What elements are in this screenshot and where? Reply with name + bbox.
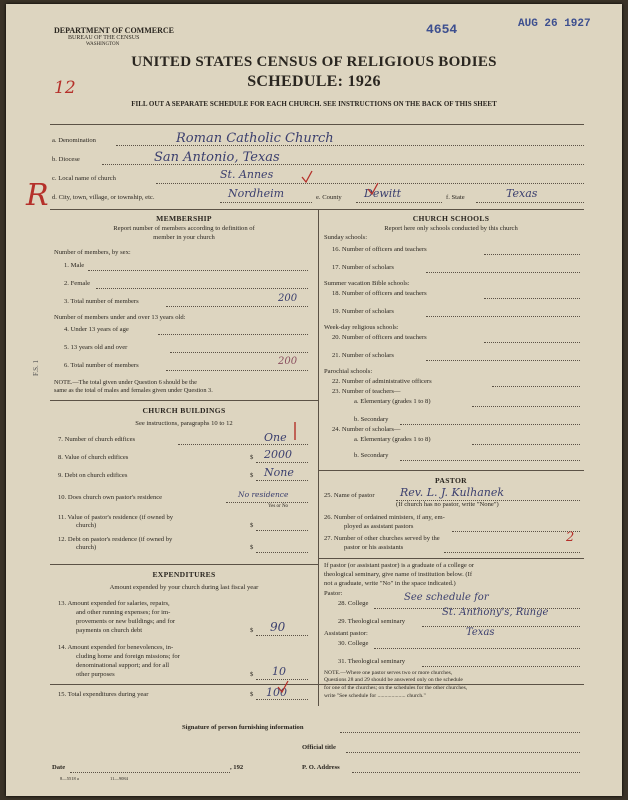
q14-value: 10 xyxy=(272,665,286,678)
q7-value: One xyxy=(264,431,287,444)
received-date-stamp: AUG 26 1927 xyxy=(518,18,591,30)
address-line xyxy=(352,772,580,773)
q6-line xyxy=(166,370,308,371)
address-label: P. O. Address xyxy=(302,764,340,771)
q15-dollar-sign: $ xyxy=(250,691,254,698)
margin-note: F.S. 1 xyxy=(31,360,40,376)
schools-bottom-rule xyxy=(318,470,584,471)
q27-label: 27. Number of other churches served by the xyxy=(324,535,440,542)
schools-intro: Report here only schools conducted by this church xyxy=(384,225,518,232)
state-line xyxy=(476,202,584,203)
yes-no-caption: Yes or No xyxy=(268,504,289,509)
document-title: UNITED STATES CENSUS OF RELIGIOUS BODIES xyxy=(131,54,497,70)
schools-heading: CHURCH SCHOOLS xyxy=(412,214,490,223)
q24a-line xyxy=(472,444,580,445)
q27-value: 2 xyxy=(566,530,575,545)
edifices-check-mark-icon xyxy=(288,420,302,442)
buildings-heading: CHURCH BUILDINGS xyxy=(142,406,226,415)
instruction-line: FILL OUT A SEPARATE SCHEDULE FOR EACH CHURCH. SEE INSTRUCTIONS ON THE BACK OF THIS SHEET xyxy=(131,100,497,108)
column-divider xyxy=(318,209,319,684)
q16-label: 16. Number of officers and teachers xyxy=(332,246,427,253)
signature-line xyxy=(340,732,580,733)
q24b-line xyxy=(400,460,580,461)
q11-dollar-sign: $ xyxy=(250,522,254,529)
pastor-note-3: for one of the churches; on the schedules for the other churches, xyxy=(324,685,468,691)
form-code: 8—5518 a xyxy=(60,776,79,781)
q18-line xyxy=(484,298,580,299)
county-value: Dewitt xyxy=(364,187,402,200)
denomination-value: Roman Catholic Church xyxy=(176,131,334,146)
membership-bottom-rule xyxy=(50,400,318,401)
q14-label-4: other purposes xyxy=(76,671,115,678)
membership-heading: MEMBERSHIP xyxy=(156,214,212,223)
q29-label: 29. Theological seminary xyxy=(338,618,406,625)
graduate-instruction: If pastor (or assistant pastor) is a graduate of a college or xyxy=(324,562,474,569)
q7-line xyxy=(178,444,308,445)
q4-line xyxy=(158,334,308,335)
graduate-instruction-2: theological seminary, give name of institution below. (If xyxy=(324,571,473,578)
q14-label-3: denominational support; and for all xyxy=(76,662,170,669)
q20-line xyxy=(484,342,580,343)
q30-label: 30. College xyxy=(338,640,369,647)
membership-note: NOTE.—The total given under Question 6 should be the xyxy=(54,379,197,386)
q6-label: 6. Total number of members xyxy=(64,362,139,369)
county-check-mark-icon xyxy=(366,182,380,196)
top-rule xyxy=(50,124,584,125)
city-line xyxy=(220,202,312,203)
expenditures-heading: EXPENDITURES xyxy=(152,570,216,579)
q14-label: 14. Amount expended for benevolences, in- xyxy=(58,644,174,651)
q13-line xyxy=(256,635,308,636)
q13-label-3: provements or new buildings; and for xyxy=(76,618,176,625)
graduate-instruction-3: not a graduate, write "No" in the space indicated.) xyxy=(324,580,456,587)
church-name-value: St. Annes xyxy=(220,168,274,181)
q28-label: 28. College xyxy=(338,600,369,607)
summer-schools-label: Summer vacation Bible schools: xyxy=(324,280,410,287)
q13-dollar-sign: $ xyxy=(250,627,254,634)
q11-line xyxy=(256,530,308,531)
section-rule xyxy=(50,209,584,210)
q12-label-2: church) xyxy=(76,544,97,551)
buildings-intro: See instructions, paragraphs 10 to 12 xyxy=(135,420,233,427)
q20-label: 20. Number of officers and teachers xyxy=(332,334,427,341)
county-line xyxy=(356,202,442,203)
q1-label: 1. Male xyxy=(64,262,85,269)
state-value: Texas xyxy=(506,187,538,200)
q23b-label: b. Secondary xyxy=(354,416,389,423)
pastor-heading: PASTOR xyxy=(435,476,467,485)
membership-intro-2: member in your church xyxy=(153,234,215,241)
q13-label-4: payments on church debt xyxy=(76,627,143,634)
q11-label: 11. Value of pastor's residence (if owned by xyxy=(58,514,174,521)
pastor-note-2: Questions 28 and 29 should be answered only on the schedule xyxy=(324,677,463,683)
buildings-bottom-rule xyxy=(50,564,318,565)
date-label: Date xyxy=(52,764,66,771)
q7-label: 7. Number of church edifices xyxy=(58,436,136,443)
q30-line xyxy=(374,648,580,649)
pastor-education-label: Pastor: xyxy=(324,590,343,597)
weekday-schools-label: Week-day religious schools: xyxy=(324,324,399,331)
year-label: , 192 xyxy=(230,764,244,771)
received-number-stamp: 4654 xyxy=(426,22,458,37)
q29-value: St. Anthony's, Runge xyxy=(442,607,549,618)
q24-label: 24. Number of scholars— xyxy=(332,426,401,433)
expenditures-intro: Amount expended by your church during last fiscal year xyxy=(109,584,259,591)
total-check-mark-icon xyxy=(276,680,290,694)
q22-label: 22. Number of administrative officers xyxy=(332,378,432,385)
q11-label-2: church) xyxy=(76,522,97,529)
q24a-label: a. Elementary (grades 1 to 8) xyxy=(354,436,431,443)
q29-value-line2: Texas xyxy=(466,627,495,638)
q19-line xyxy=(426,316,580,317)
signature-label: Signature of person furnishing information xyxy=(182,724,304,731)
sunday-schools-label: Sunday schools: xyxy=(324,234,368,241)
q12-label: 12. Debt on pastor's residence (if owned by xyxy=(58,536,173,543)
q5-line xyxy=(170,352,308,353)
schedule-title: SCHEDULE: 1926 xyxy=(247,73,381,90)
q18-label: 18. Number of officers and teachers xyxy=(332,290,427,297)
pastor-note: NOTE.—Where one pastor serves two or more churches, xyxy=(324,670,453,676)
q14-label-2: cluding home and foreign missions; for xyxy=(76,653,180,660)
q12-dollar-sign: $ xyxy=(250,544,254,551)
date-line xyxy=(70,772,230,773)
q13-label: 13. Amount expended for salaries, repairs, xyxy=(58,600,170,607)
q23a-label: a. Elementary (grades 1 to 8) xyxy=(354,398,431,405)
denomination-label: a. Denomination xyxy=(52,137,96,144)
county-label: e. County xyxy=(316,194,342,201)
diocese-value: San Antonio, Texas xyxy=(154,150,280,165)
q3-label: 3. Total number of members xyxy=(64,298,139,305)
q19-label: 19. Number of scholars xyxy=(332,308,394,315)
q6-value: 200 xyxy=(278,356,298,367)
city-value: Nordheim xyxy=(228,187,285,200)
q25-note: (If church has no pastor, write "None") xyxy=(396,501,499,508)
q15-line xyxy=(256,699,308,700)
q24b-label: b. Secondary xyxy=(354,452,389,459)
column-divider-extension xyxy=(318,684,319,706)
city-label: d. City, town, village, or township, etc. xyxy=(52,194,155,201)
membership-note-2: same as the total of males and females given under Question 3. xyxy=(54,387,213,394)
state-label: f. State xyxy=(446,194,465,201)
red-letter-annotation: R xyxy=(26,178,49,213)
q5-label: 5. 13 years old and over xyxy=(64,344,128,351)
official-title-line xyxy=(346,752,580,753)
q8-label: 8. Value of church edifices xyxy=(58,454,129,461)
q25-value: Rev. L. J. Kulhanek xyxy=(400,486,505,499)
q31-line xyxy=(422,666,580,667)
q27-label-2: pastor or his assistants xyxy=(344,544,404,551)
q10-label: 10. Does church own pastor's residence xyxy=(58,494,163,501)
q4-label: 4. Under 13 years of age xyxy=(64,326,129,333)
q26-label: 26. Number of ordained ministers, if any, em- xyxy=(324,514,445,521)
q10-line xyxy=(226,502,308,503)
q28-value: See schedule for xyxy=(404,592,489,603)
q21-line xyxy=(426,360,580,361)
q15-label: 15. Total expenditures during year xyxy=(58,691,149,698)
membership-intro: Report number of members according to definition of xyxy=(113,225,255,232)
department-name: DEPARTMENT OF COMMERCE xyxy=(54,26,175,35)
q13-value: 90 xyxy=(270,620,286,634)
official-title-label: Official title xyxy=(302,744,336,751)
bottom-rule xyxy=(50,684,584,685)
form-code-2: 11—9084 xyxy=(110,776,128,781)
q23a-line xyxy=(472,406,580,407)
age-intro-label: Number of members under and over 13 years old: xyxy=(54,314,186,321)
q3-line xyxy=(166,306,308,307)
q8-line xyxy=(256,462,308,463)
census-schedule-page xyxy=(6,4,622,796)
q1-line xyxy=(88,270,308,271)
q3-value: 200 xyxy=(278,293,298,304)
q2-line xyxy=(96,288,308,289)
q2-label: 2. Female xyxy=(64,280,91,287)
church-name-check-mark-icon xyxy=(300,170,314,184)
bureau-city: WASHINGTON xyxy=(86,42,120,47)
q23-label: 23. Number of teachers— xyxy=(332,388,401,395)
q10-value: No residence xyxy=(238,490,289,499)
q17-label: 17. Number of scholars xyxy=(332,264,394,271)
q13-label-2: and other running expenses; for im- xyxy=(76,609,171,616)
q21-label: 21. Number of scholars xyxy=(332,352,394,359)
q15-value: 100 xyxy=(266,686,287,699)
parochial-schools-label: Parochial schools: xyxy=(324,368,373,375)
q23b-line xyxy=(400,424,580,425)
q31-label: 31. Theological seminary xyxy=(338,658,406,665)
q16-line xyxy=(484,254,580,255)
q12-line xyxy=(256,552,308,553)
q29-line xyxy=(422,626,580,627)
bureau-name: BUREAU OF THE CENSUS xyxy=(68,35,140,41)
q26-line xyxy=(452,531,580,532)
q9-value: None xyxy=(264,466,294,479)
q14-dollar-sign: $ xyxy=(250,671,254,678)
red-number-annotation: 12 xyxy=(54,78,76,98)
q17-line xyxy=(426,272,580,273)
q22-line xyxy=(492,386,580,387)
pastor-divider xyxy=(318,558,584,559)
q8-dollar-sign: $ xyxy=(250,454,254,461)
q9-line xyxy=(256,480,308,481)
assistant-pastor-label: Assistant pastor: xyxy=(324,630,368,637)
church-name-label: c. Local name of church xyxy=(52,175,116,182)
q9-dollar-sign: $ xyxy=(250,472,254,479)
q9-label: 9. Debt on church edifices xyxy=(58,472,128,479)
diocese-label: b. Diocese xyxy=(52,156,80,163)
by-sex-label: Number of members, by sex: xyxy=(54,249,131,256)
pastor-note-4: write "See schedule for .................... church." xyxy=(324,693,426,699)
q8-value: 2000 xyxy=(264,448,292,461)
q27-line xyxy=(444,552,580,553)
q26-label-2: ployed as assistant pastors xyxy=(344,523,414,530)
q25-label: 25. Name of pastor xyxy=(324,492,375,499)
